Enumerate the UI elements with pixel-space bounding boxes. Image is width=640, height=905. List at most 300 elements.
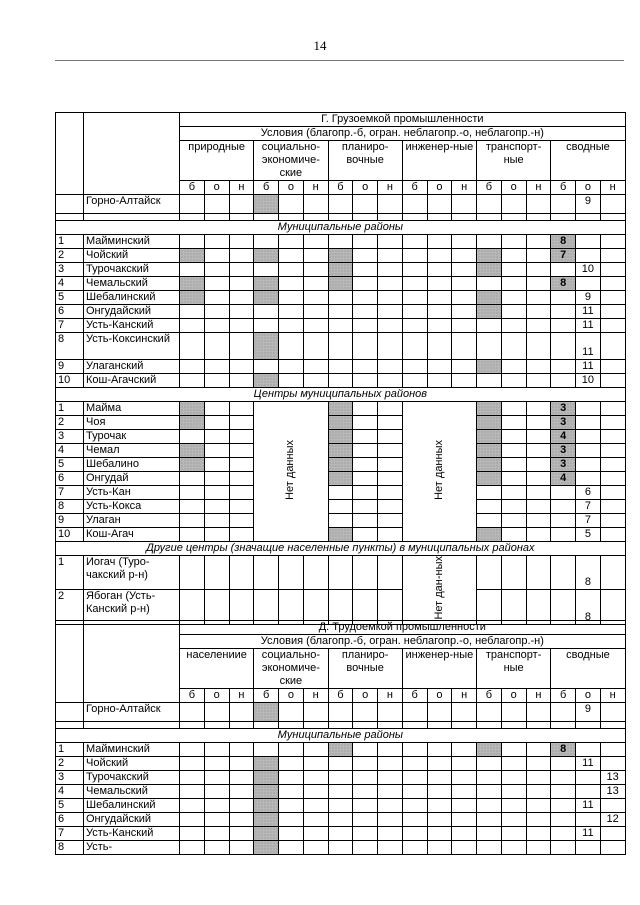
row-name: Майминский: [84, 235, 180, 249]
condition-cell: [328, 402, 353, 416]
condition-cell: [526, 743, 551, 757]
condition-cell: [452, 333, 477, 360]
condition-cell: [303, 291, 328, 305]
subcol-header: о: [353, 689, 378, 703]
condition-cell: [501, 319, 526, 333]
condition-cell: [353, 430, 378, 444]
condition-cell: [180, 841, 205, 855]
section-header: Муниципальные районы: [56, 729, 626, 743]
condition-cell: [378, 360, 403, 374]
header-rule: [55, 60, 624, 61]
row-name: Кош-Агачский: [84, 374, 180, 388]
condition-cell: [526, 841, 551, 855]
table-title: Д. Трудоемкой промышленности: [180, 621, 626, 635]
condition-cell: [353, 514, 378, 528]
condition-cell: [204, 514, 229, 528]
condition-cell: [501, 333, 526, 360]
condition-cell: [229, 799, 254, 813]
condition-cell: [353, 757, 378, 771]
condition-cell: [353, 771, 378, 785]
condition-cell: [526, 263, 551, 277]
condition-cell: [254, 703, 279, 722]
condition-cell: [328, 799, 353, 813]
table-row: [56, 514, 626, 528]
condition-cell: [303, 556, 328, 590]
subcol-header: о: [204, 181, 229, 195]
condition-cell: [303, 360, 328, 374]
condition-cell: [204, 743, 229, 757]
condition-cell: [229, 430, 254, 444]
condition-cell: [600, 263, 625, 277]
condition-cell: [452, 757, 477, 771]
group-header: инженер-ные: [402, 649, 476, 689]
condition-cell: [452, 743, 477, 757]
condition-cell: 7: [576, 500, 601, 514]
condition-cell: [378, 249, 403, 263]
condition-cell: [180, 291, 205, 305]
condition-cell: [229, 305, 254, 319]
condition-cell: [204, 827, 229, 841]
condition-cell: [303, 841, 328, 855]
subcol-header: о: [576, 181, 601, 195]
row-number: 5: [56, 291, 84, 305]
condition-cell: [378, 514, 403, 528]
condition-cell: [279, 319, 304, 333]
no-data-label: Нет данных: [284, 439, 297, 500]
condition-cell: [551, 333, 576, 360]
condition-cell: [378, 785, 403, 799]
condition-cell: [501, 785, 526, 799]
condition-cell: [378, 799, 403, 813]
condition-cell: [526, 319, 551, 333]
condition-cell: 9: [576, 703, 601, 722]
condition-cell: [576, 785, 601, 799]
condition-cell: [501, 374, 526, 388]
condition-cell: [353, 195, 378, 214]
condition-cell: [180, 743, 205, 757]
condition-cell: [427, 319, 452, 333]
condition-cell: [526, 785, 551, 799]
table-row: [56, 319, 626, 333]
condition-cell: [526, 277, 551, 291]
condition-cell: [600, 556, 625, 590]
condition-cell: [378, 444, 403, 458]
condition-cell: [427, 827, 452, 841]
condition-cell: [229, 374, 254, 388]
condition-cell: [600, 291, 625, 305]
condition-cell: [204, 771, 229, 785]
condition-cell: [427, 291, 452, 305]
condition-cell: [378, 277, 403, 291]
condition-cell: [526, 249, 551, 263]
spacer-cell: [180, 722, 205, 729]
condition-cell: 13: [600, 771, 625, 785]
condition-cell: [378, 771, 403, 785]
condition-cell: [501, 305, 526, 319]
condition-cell: [180, 195, 205, 214]
condition-cell: [402, 235, 427, 249]
condition-cell: [526, 430, 551, 444]
row-name: Чемал: [84, 444, 180, 458]
table-row: [56, 249, 626, 263]
condition-cell: [378, 500, 403, 514]
condition-cell: [180, 827, 205, 841]
condition-cell: [229, 528, 254, 542]
no-data-cell: [254, 402, 328, 542]
subcol-header: б: [328, 689, 353, 703]
condition-cell: [279, 235, 304, 249]
condition-cell: [328, 514, 353, 528]
condition-cell: [204, 556, 229, 590]
condition-cell: [600, 319, 625, 333]
condition-cell: [477, 590, 502, 624]
row-number: 2: [56, 249, 84, 263]
condition-cell: [378, 402, 403, 416]
condition-cell: [328, 430, 353, 444]
condition-cell: [254, 813, 279, 827]
condition-cell: 12: [600, 813, 625, 827]
row-number: 1: [56, 402, 84, 416]
row-number: 5: [56, 458, 84, 472]
condition-cell: [551, 785, 576, 799]
condition-cell: [402, 374, 427, 388]
condition-cell: [600, 528, 625, 542]
condition-cell: [402, 195, 427, 214]
condition-cell: [328, 305, 353, 319]
condition-cell: [180, 556, 205, 590]
condition-cell: [303, 813, 328, 827]
condition-cell: [600, 277, 625, 291]
condition-cell: [526, 556, 551, 590]
condition-cell: [204, 249, 229, 263]
condition-cell: [402, 743, 427, 757]
condition-cell: [600, 333, 625, 360]
condition-cell: [254, 757, 279, 771]
condition-cell: [180, 416, 205, 430]
condition-cell: [501, 416, 526, 430]
condition-cell: [353, 703, 378, 722]
spacer-cell: [402, 214, 427, 221]
condition-cell: [402, 785, 427, 799]
condition-cell: [452, 249, 477, 263]
condition-cell: [600, 841, 625, 855]
condition-cell: [600, 757, 625, 771]
row-name: Шебалинский: [84, 291, 180, 305]
condition-cell: [452, 277, 477, 291]
condition-cell: [328, 360, 353, 374]
row-name: Майминский: [84, 743, 180, 757]
condition-cell: [551, 813, 576, 827]
spacer-cell: [328, 214, 353, 221]
condition-cell: [551, 319, 576, 333]
condition-cell: [353, 500, 378, 514]
table-row: [56, 444, 626, 458]
spacer-cell: [526, 214, 551, 221]
condition-cell: 10: [576, 263, 601, 277]
condition-cell: [353, 841, 378, 855]
row-number: 8: [56, 500, 84, 514]
condition-cell: [452, 319, 477, 333]
condition-cell: [353, 528, 378, 542]
subcol-header: н: [452, 689, 477, 703]
table-row: [56, 813, 626, 827]
condition-cell: [204, 444, 229, 458]
row-name: Улаганский: [84, 360, 180, 374]
condition-cell: [353, 333, 378, 360]
condition-cell: [501, 291, 526, 305]
page-number: 14: [313, 38, 327, 53]
condition-cell: [204, 374, 229, 388]
condition-cell: [501, 444, 526, 458]
condition-cell: [353, 402, 378, 416]
condition-cell: [526, 444, 551, 458]
condition-cell: [551, 305, 576, 319]
condition-cell: [279, 556, 304, 590]
condition-cell: [526, 771, 551, 785]
condition-cell: [477, 319, 502, 333]
table-row: [56, 500, 626, 514]
condition-cell: [551, 360, 576, 374]
spacer-cell: [551, 722, 576, 729]
table-row: [56, 235, 626, 249]
condition-cell: [477, 402, 502, 416]
condition-cell: [303, 319, 328, 333]
condition-cell: 6: [576, 486, 601, 500]
condition-cell: [427, 235, 452, 249]
condition-cell: [303, 799, 328, 813]
condition-cell: 11: [576, 333, 601, 360]
condition-cell: [328, 333, 353, 360]
condition-cell: [501, 360, 526, 374]
condition-cell: [204, 235, 229, 249]
subcol-header: н: [526, 181, 551, 195]
condition-cell: [477, 827, 502, 841]
condition-cell: [180, 249, 205, 263]
condition-cell: [378, 416, 403, 430]
condition-cell: [526, 458, 551, 472]
row-number: 10: [56, 374, 84, 388]
condition-cell: 7: [551, 249, 576, 263]
subcol-header: б: [254, 181, 279, 195]
condition-cell: [378, 319, 403, 333]
table-row: [56, 416, 626, 430]
condition-cell: [452, 195, 477, 214]
condition-cell: [600, 703, 625, 722]
condition-cell: [303, 333, 328, 360]
condition-cell: [477, 757, 502, 771]
condition-cell: [477, 771, 502, 785]
subcol-header: н: [378, 181, 403, 195]
condition-cell: [452, 235, 477, 249]
condition-cell: [526, 333, 551, 360]
conditions-header: Условия (благопр.-б, огран. неблагопр.-о, неблагопр.-н): [180, 635, 626, 649]
condition-cell: [279, 263, 304, 277]
condition-cell: [452, 703, 477, 722]
row-number: 1: [56, 556, 84, 590]
subcol-header: б: [477, 181, 502, 195]
condition-cell: [477, 500, 502, 514]
condition-cell: [328, 277, 353, 291]
condition-cell: [526, 360, 551, 374]
condition-cell: [477, 249, 502, 263]
condition-cell: [204, 333, 229, 360]
condition-cell: [353, 785, 378, 799]
group-header: населениие: [180, 649, 254, 689]
condition-cell: [501, 249, 526, 263]
condition-cell: [452, 785, 477, 799]
condition-cell: [378, 827, 403, 841]
condition-cell: [229, 743, 254, 757]
condition-cell: [328, 827, 353, 841]
subcol-header: о: [427, 181, 452, 195]
subcol-header: б: [254, 689, 279, 703]
condition-cell: [303, 249, 328, 263]
condition-cell: [452, 374, 477, 388]
row-number: 3: [56, 263, 84, 277]
condition-cell: [378, 263, 403, 277]
condition-cell: [254, 841, 279, 855]
subcol-header: б: [402, 181, 427, 195]
condition-cell: [279, 813, 304, 827]
condition-cell: [600, 402, 625, 416]
condition-cell: [477, 277, 502, 291]
condition-cell: [477, 444, 502, 458]
condition-cell: [600, 305, 625, 319]
condition-cell: [501, 799, 526, 813]
condition-cell: [501, 195, 526, 214]
condition-cell: [229, 500, 254, 514]
subcol-header: н: [229, 181, 254, 195]
condition-cell: [180, 235, 205, 249]
condition-cell: [229, 757, 254, 771]
spacer-cell: [204, 722, 229, 729]
spacer-cell: [229, 214, 254, 221]
condition-cell: [378, 472, 403, 486]
table-row: [56, 771, 626, 785]
condition-cell: [501, 841, 526, 855]
spacer-cell: [477, 214, 502, 221]
condition-cell: [279, 757, 304, 771]
condition-cell: [328, 841, 353, 855]
table-row: [56, 528, 626, 542]
condition-cell: [204, 402, 229, 416]
condition-cell: [303, 235, 328, 249]
row-name: Чойский: [84, 249, 180, 263]
condition-cell: 11: [576, 305, 601, 319]
condition-cell: [204, 305, 229, 319]
subcol-header: о: [501, 689, 526, 703]
condition-cell: [402, 249, 427, 263]
condition-cell: [254, 743, 279, 757]
row-name: Чоя: [84, 416, 180, 430]
condition-cell: [180, 430, 205, 444]
row-number: 4: [56, 785, 84, 799]
spacer-cell: [526, 722, 551, 729]
condition-cell: [180, 472, 205, 486]
condition-cell: [600, 374, 625, 388]
condition-cell: 9: [576, 291, 601, 305]
condition-cell: [501, 813, 526, 827]
row-number: [56, 195, 84, 214]
condition-cell: [551, 827, 576, 841]
condition-cell: [353, 827, 378, 841]
condition-cell: 8: [551, 743, 576, 757]
condition-cell: [501, 757, 526, 771]
condition-cell: [254, 374, 279, 388]
row-name: Улаган: [84, 514, 180, 528]
condition-cell: [551, 374, 576, 388]
condition-cell: [576, 813, 601, 827]
subcol-header: н: [378, 689, 403, 703]
no-data-label: Нет данных: [432, 439, 445, 500]
row-number: 3: [56, 771, 84, 785]
condition-cell: [180, 799, 205, 813]
condition-cell: [600, 195, 625, 214]
condition-cell: 8: [551, 277, 576, 291]
row-number: 5: [56, 799, 84, 813]
condition-cell: [477, 291, 502, 305]
condition-cell: [452, 799, 477, 813]
condition-cell: [501, 771, 526, 785]
condition-cell: [600, 500, 625, 514]
condition-cell: [576, 771, 601, 785]
condition-cell: [477, 528, 502, 542]
subcol-header: б: [551, 689, 576, 703]
condition-cell: [328, 458, 353, 472]
condition-cell: [328, 590, 353, 624]
condition-cell: [229, 402, 254, 416]
condition-cell: [477, 486, 502, 500]
condition-cell: [303, 374, 328, 388]
condition-cell: [353, 813, 378, 827]
condition-cell: [180, 703, 205, 722]
condition-cell: [600, 514, 625, 528]
condition-cell: [279, 360, 304, 374]
condition-cell: [328, 486, 353, 500]
condition-cell: [427, 757, 452, 771]
condition-cell: [526, 416, 551, 430]
table-row: [56, 590, 626, 624]
table-row: [56, 263, 626, 277]
row-name: Усть-Коксинский: [84, 333, 180, 360]
condition-cell: [378, 195, 403, 214]
condition-cell: [452, 813, 477, 827]
condition-cell: 3: [551, 444, 576, 458]
table-row: [56, 486, 626, 500]
table-row: [56, 472, 626, 486]
header-blank-name: [84, 621, 180, 703]
condition-cell: [254, 827, 279, 841]
condition-cell: [303, 305, 328, 319]
spacer-cell: [279, 722, 304, 729]
condition-cell: [501, 486, 526, 500]
table-row: [56, 827, 626, 841]
spacer-cell: [303, 214, 328, 221]
spacer-cell: [279, 214, 304, 221]
subcol-header: н: [600, 689, 625, 703]
table-row: [56, 277, 626, 291]
condition-cell: [254, 263, 279, 277]
spacer-cell: [378, 214, 403, 221]
table-row: [56, 785, 626, 799]
condition-cell: 8: [576, 590, 601, 624]
condition-cell: [279, 374, 304, 388]
condition-cell: [452, 841, 477, 855]
condition-cell: [279, 771, 304, 785]
condition-cell: [501, 235, 526, 249]
condition-cell: [229, 703, 254, 722]
row-number: 9: [56, 360, 84, 374]
